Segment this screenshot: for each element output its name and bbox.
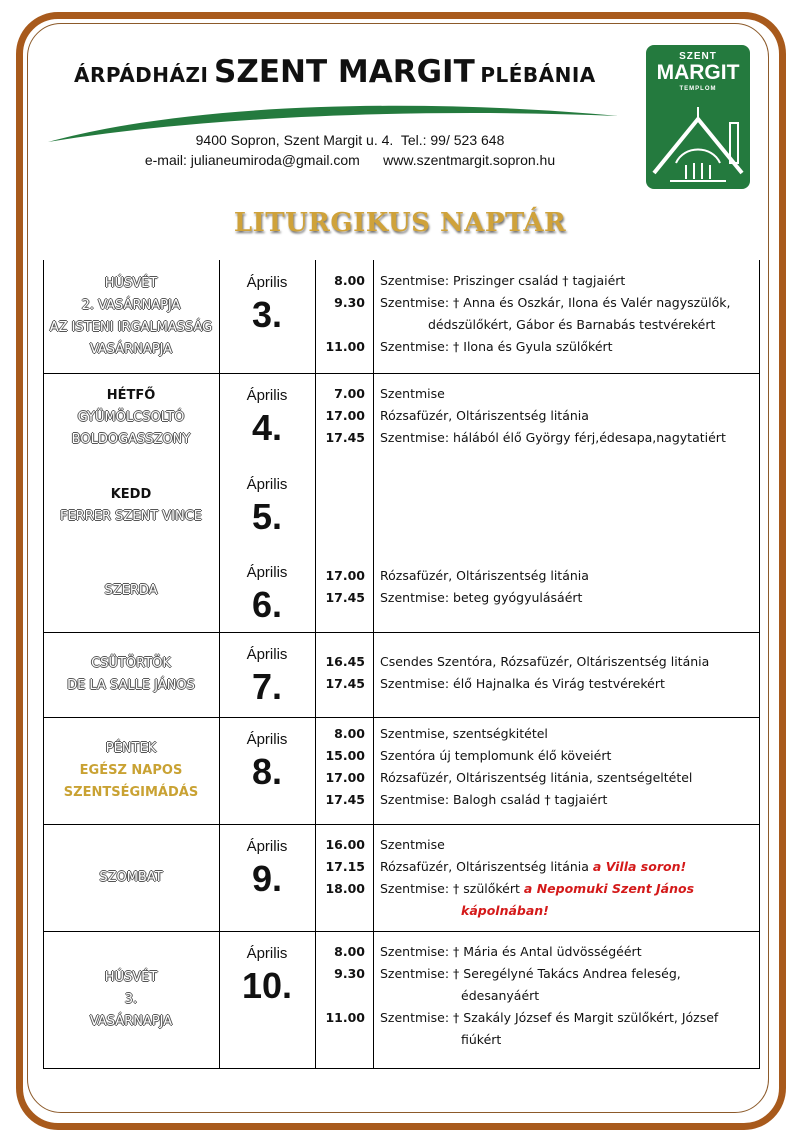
day-number: 5.	[251, 496, 283, 537]
event-time: 17.00	[325, 408, 365, 423]
event-time: 17.45	[325, 792, 365, 807]
event-text	[380, 336, 613, 358]
day-name-line: DE LA SALLE JÁNOS	[67, 677, 195, 693]
event-description: Szentmise: † Anna és Oszkár, Ilona és Valér nagyszülők,	[380, 295, 731, 310]
event-text	[461, 985, 539, 1007]
day-name-line: SZOMBAT	[99, 869, 163, 885]
event-text	[380, 427, 726, 449]
column-divider	[759, 260, 760, 1069]
row-divider	[43, 1068, 759, 1069]
event-text	[380, 723, 548, 745]
event-time: 17.00	[325, 568, 365, 583]
event-text	[380, 745, 611, 767]
event-time: 17.00	[325, 770, 365, 785]
event-row	[315, 383, 759, 405]
event-time: 8.00	[334, 273, 365, 288]
event-time: 9.30	[334, 295, 365, 310]
event-text	[461, 900, 549, 922]
event-text	[380, 789, 607, 811]
parish-logo	[646, 45, 750, 189]
row-divider	[43, 373, 759, 374]
event-row	[315, 270, 759, 292]
day-name-cell	[43, 273, 219, 361]
event-text	[380, 767, 692, 789]
event-time: 9.30	[334, 966, 365, 981]
event-row	[315, 565, 759, 587]
row-divider	[43, 632, 759, 633]
event-text	[380, 834, 445, 856]
event-time: 16.00	[325, 837, 365, 852]
day-name-cell	[43, 580, 219, 602]
day-name-line: 3.	[124, 991, 138, 1007]
month-label: Április	[246, 731, 288, 748]
event-row	[315, 405, 759, 427]
event-text	[380, 405, 589, 427]
events-list	[315, 270, 759, 358]
event-text	[380, 292, 730, 314]
event-text	[380, 270, 625, 292]
event-description: édesanyáért	[461, 988, 540, 1003]
event-description: Szentmise: † Mária és Antal üdvösségéért	[380, 944, 642, 959]
event-row	[315, 856, 759, 878]
day-name-cell	[43, 653, 219, 697]
events-list	[315, 941, 759, 1051]
events-list	[315, 651, 759, 695]
event-time: 8.00	[334, 726, 365, 741]
day-name-cell	[43, 738, 219, 804]
row-divider	[43, 931, 759, 932]
event-description: Szentmise: † Seregélyné Takács Andrea feleség,	[380, 966, 681, 981]
event-description: dédszülőkért, Gábor és Barnabás testvérekért	[428, 317, 716, 332]
event-text	[380, 878, 694, 900]
event-time: 18.00	[325, 881, 365, 896]
event-row	[315, 745, 759, 767]
parish-title-suffix: PLÉBÁNIA	[480, 63, 596, 87]
day-name-line: CSÜTÖRTÖK	[91, 655, 171, 671]
day-number: 3.	[251, 294, 283, 335]
events-list	[315, 834, 759, 922]
month-label: Április	[246, 945, 288, 962]
event-time: 15.00	[325, 748, 365, 763]
events-list	[315, 723, 759, 811]
event-time: 11.00	[325, 1010, 365, 1025]
month-label: Április	[246, 838, 288, 855]
day-name-cell	[43, 967, 219, 1033]
day-name-line: SZENTSÉGIMÁDÁS	[63, 784, 199, 800]
event-description: Szentmise, szentségkitétel	[380, 726, 548, 741]
event-row	[315, 1007, 759, 1029]
event-description: Szentmise	[380, 386, 445, 401]
events-list	[315, 565, 759, 609]
event-description: Szentmise: † szülőkért	[380, 881, 520, 896]
day-name-line: HÚSVÉT	[104, 275, 158, 291]
month-label: Április	[246, 476, 288, 493]
event-row	[315, 767, 759, 789]
event-description: Szentmise: élő Hajnalka és Virág testvérekért	[380, 676, 665, 691]
events-list	[315, 383, 759, 449]
event-text	[380, 673, 665, 695]
event-description: Rózsafüzér, Oltáriszentség litánia	[380, 408, 589, 423]
event-location-note: kápolnában!	[461, 903, 549, 918]
event-description: Szentmise: † Szakály József és Margit szülőkért, József	[380, 1010, 719, 1025]
event-text	[380, 651, 709, 673]
day-name-line: VASÁRNAPJA	[89, 341, 173, 357]
day-name-line: KEDD	[110, 487, 152, 502]
event-text	[380, 587, 582, 609]
day-name-line: 2. VASÁRNAPJA	[81, 297, 181, 313]
calendar-title: LITURGIKUS NAPTÁR	[233, 208, 567, 238]
parish-title-main: SZENT MARGIT	[214, 54, 475, 90]
event-row	[315, 1029, 759, 1051]
event-row	[315, 292, 759, 314]
event-text	[380, 963, 681, 985]
event-description: Szentóra új templomunk élő köveiért	[380, 748, 612, 763]
logo-text-szent: SZENT	[679, 51, 717, 62]
row-divider	[43, 717, 759, 718]
event-row	[315, 985, 759, 1007]
event-row	[315, 878, 759, 900]
day-name-cell	[43, 484, 219, 528]
event-time: 16.45	[325, 654, 365, 669]
event-text	[380, 856, 686, 878]
day-number: 6.	[251, 584, 283, 625]
day-name-cell	[43, 867, 219, 889]
event-row	[315, 941, 759, 963]
month-label: Április	[246, 646, 288, 663]
day-number: 7.	[251, 666, 283, 707]
day-number: 8.	[251, 751, 283, 792]
logo-text-templom: TEMPLOM	[679, 86, 717, 92]
event-description: fiúkért	[461, 1032, 502, 1047]
row-divider	[43, 824, 759, 825]
event-row	[315, 336, 759, 358]
event-row	[315, 834, 759, 856]
parish-title	[74, 54, 614, 90]
event-location-note: a Nepomuki Szent János	[523, 881, 695, 896]
day-name-line: VASÁRNAPJA	[89, 1013, 173, 1029]
event-description: Rózsafüzér, Oltáriszentség litánia	[380, 859, 589, 874]
contact-line: e-mail: julianeumiroda@gmail.com www.szentmargit.sopron.hu	[144, 152, 556, 168]
event-row	[315, 723, 759, 745]
event-text	[461, 1029, 501, 1051]
event-row	[315, 673, 759, 695]
event-text	[380, 565, 589, 587]
event-text	[428, 314, 715, 336]
event-time: 7.00	[334, 386, 365, 401]
event-description: Szentmise: beteg gyógyulásáért	[380, 590, 583, 605]
event-description: Szentmise	[380, 837, 445, 852]
logo-text-margit: MARGIT	[656, 61, 740, 84]
event-description: Rózsafüzér, Oltáriszentség litánia	[380, 568, 589, 583]
day-name-line: SZERDA	[104, 583, 158, 598]
day-name-line: HÚSVÉT	[104, 969, 158, 985]
day-number: 9.	[251, 858, 283, 899]
event-row	[315, 427, 759, 449]
month-label: Április	[246, 564, 288, 581]
event-row	[315, 587, 759, 609]
day-name-line: FERRER SZENT VINCE	[59, 509, 203, 524]
event-text	[380, 941, 642, 963]
event-description: Szentmise: † Ilona és Gyula szülőkért	[380, 339, 613, 354]
event-location-note: a Villa soron!	[592, 859, 687, 874]
month-label: Április	[246, 387, 288, 404]
event-description: Szentmise: Balogh család † tagjaiért	[380, 792, 608, 807]
parish-title-prefix: ÁRPÁDHÁZI	[74, 63, 209, 87]
day-name-line: EGÉSZ NAPOS	[79, 762, 183, 778]
event-time: 17.45	[325, 676, 365, 691]
day-name-cell	[43, 385, 219, 451]
event-row	[315, 900, 759, 922]
day-name-line: PÉNTEK	[105, 740, 157, 756]
event-time: 17.15	[325, 859, 365, 874]
day-name-line: AZ ISTENI IRGALMASSÁG	[49, 319, 213, 335]
day-name-line: GYÜMÖLCSOLTÓ	[77, 409, 185, 425]
address-line: 9400 Sopron, Szent Margit u. 4. Tel.: 99/ 523 648	[195, 132, 505, 148]
day-number: 4.	[251, 407, 283, 448]
event-row	[315, 963, 759, 985]
event-text	[380, 383, 445, 405]
event-text	[380, 1007, 718, 1029]
event-description: Rózsafüzér, Oltáriszentség litánia, szentségeltétel	[380, 770, 693, 785]
event-row	[315, 314, 759, 336]
day-number: 10.	[241, 965, 293, 1006]
church-icon	[646, 93, 750, 189]
schedule-table	[43, 260, 759, 1068]
day-name-line: HÉTFŐ	[106, 387, 156, 403]
event-description: Szentmise: hálából élő György férj,édesapa,nagytatiért	[380, 430, 726, 445]
event-row	[315, 651, 759, 673]
event-time: 17.45	[325, 430, 365, 445]
event-row	[315, 789, 759, 811]
event-description: Szentmise: Priszinger család † tagjaiért	[380, 273, 626, 288]
event-time: 17.45	[325, 590, 365, 605]
event-description: Csendes Szentóra, Rózsafüzér, Oltáriszentség litánia	[380, 654, 710, 669]
day-name-line: BOLDOGASSZONY	[71, 431, 191, 447]
month-label: Április	[246, 274, 288, 291]
event-time: 8.00	[334, 944, 365, 959]
event-time: 11.00	[325, 339, 365, 354]
